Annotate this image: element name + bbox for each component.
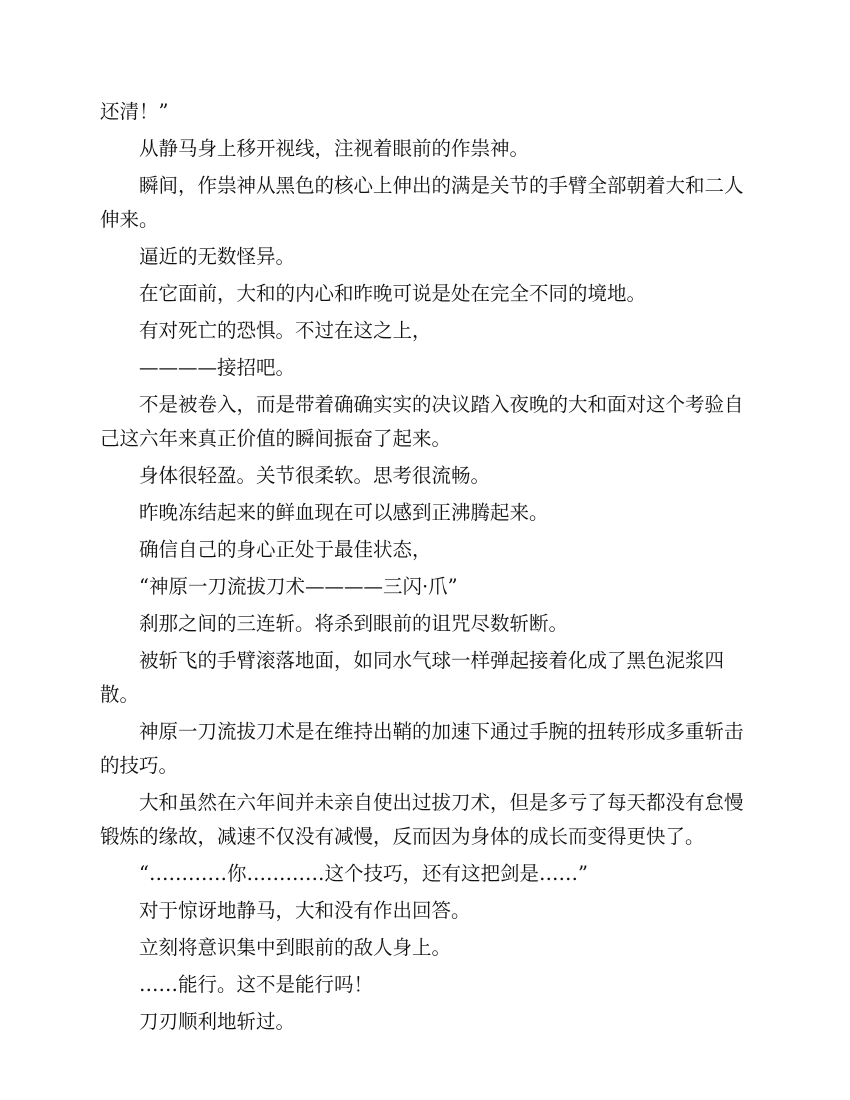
paragraph: 大和虽然在六年间并未亲自使出过拔刀术，但是多亏了每天都没有怠慢锻炼的缘故，减速不仅没有减慢，反而因为身体的成长而变得更快了。	[100, 791, 744, 848]
paragraph: 昨晚冻结起来的鲜血现在可以感到正沸腾起来。	[139, 501, 549, 524]
paragraph: 刹那之间的三连斩。将杀到眼前的诅咒尽数斩断。	[139, 612, 569, 635]
paragraph: 逼近的无数怪异。	[139, 245, 296, 268]
paragraph: 还清！”	[100, 100, 169, 123]
paragraph: ————接招吧。	[139, 356, 296, 379]
paragraph: 被斩飞的手臂滚落地面，如同水气球一样弹起接着化成了黑色泥浆四散。	[100, 649, 725, 706]
paragraph: 立刻将意识集中到眼前的敌人身上。	[139, 936, 452, 959]
paragraph: 不是被卷入，而是带着确确实实的决议踏入夜晚的大和面对这个考验自己这六年来真正价值的瞬间振奋了起来。	[100, 393, 744, 450]
paragraph: 从静马身上移开视线，注视着眼前的作祟神。	[139, 137, 530, 160]
paragraph: 确信自己的身心正处于最佳状态，	[139, 538, 432, 561]
paragraph: ……能行。这不是能行吗！	[139, 973, 374, 996]
paragraph: 刀刃顺利地斩过。	[139, 1010, 296, 1033]
paragraph: 瞬间，作祟神从黑色的核心上伸出的满是关节的手臂全部朝着大和二人伸来。	[100, 174, 744, 231]
paragraph: 身体很轻盈。关节很柔软。思考很流畅。	[139, 464, 491, 487]
paragraph: 神原一刀流拔刀术是在维持出鞘的加速下通过手腕的扭转形成多重斩击的技巧。	[100, 720, 744, 777]
paragraph: “神原一刀流拔刀术————三闪·爪”	[139, 575, 458, 598]
paragraph: 在它面前，大和的内心和昨晚可说是处在完全不同的境地。	[139, 282, 647, 305]
paragraph: 有对死亡的恐惧。不过在这之上，	[139, 319, 432, 342]
paragraph: “…………你…………这个技巧，还有这把剑是……”	[139, 862, 588, 885]
paragraph: 对于惊讶地静马，大和没有作出回答。	[139, 899, 471, 922]
